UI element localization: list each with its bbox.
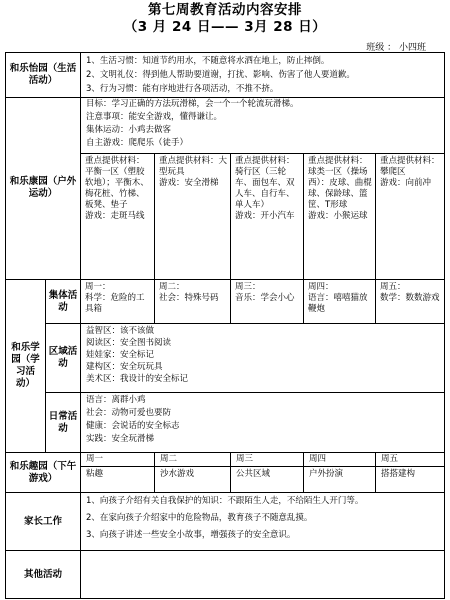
group-activity-day	[377, 281, 443, 323]
area-activity-list	[83, 325, 443, 392]
outdoor-zone-balance: 重点提供材料：平衡一区（塑胶软地）；平衡木、梅花桩、竹梯、板凳、垫子 游戏：走斑马线	[85, 156, 149, 221]
column-divider	[375, 153, 376, 279]
morning-item: 2、文明礼仪：得到他人帮助要道谢，打扰、影响、伤害了他人要道歉。	[86, 70, 355, 80]
column-divider	[303, 153, 304, 279]
afternoon-day: 周三	[236, 454, 254, 464]
table-border-bottom	[5, 598, 445, 599]
outdoor-goal: 目标：学习正确的方法玩滑梯，会一个一个轮流玩滑梯。	[86, 99, 299, 109]
day-label: 周三：	[235, 282, 261, 292]
outdoor-group-activity: 集体运动：小鸡去做客	[86, 125, 172, 135]
other-header: 其他活动	[23, 568, 62, 580]
table-border-left	[5, 52, 6, 599]
date-range: （3 月 24 日—— 3月 28 日）	[123, 19, 327, 35]
row-divider	[80, 153, 445, 154]
daily-item: 健康：会说话的安全标志	[86, 421, 180, 431]
parents-header: 家长工作	[23, 515, 62, 527]
column-divider	[375, 452, 376, 492]
morning-header: 和乐怡园（生活活动）	[9, 63, 77, 86]
activity-content: 科学：危险的工具箱	[85, 293, 145, 314]
row-divider	[80, 466, 445, 467]
morning-item: 3、行为习惯：能有序地进行各项活动，不推不挤。	[86, 84, 279, 94]
daily-item: 社会：动物可爱也要防	[86, 408, 172, 418]
daily-item: 语言：离群小鸡	[86, 395, 146, 405]
morning-content	[83, 55, 443, 97]
column-divider	[230, 153, 231, 279]
group-activity-day	[305, 281, 375, 323]
outdoor-header: 和乐康园（户外运动）	[9, 176, 77, 199]
outdoor-zone-slide: 重点提供材料：大型玩具 游戏：安全滑梯	[159, 156, 228, 188]
outdoor-goals	[83, 98, 443, 153]
table-border-right	[444, 52, 445, 599]
column-divider	[230, 452, 231, 492]
daily-activity-list	[83, 394, 443, 452]
column-divider	[154, 153, 155, 279]
afternoon-game: 粘趣	[86, 469, 104, 479]
afternoon-game: 搭搭建构	[381, 469, 416, 479]
outdoor-zone-riding: 重点提供材料：骑行区（三轮车、面包车、双人车、自行车、单人车） 游戏：开小汽车	[235, 156, 295, 221]
area-item: 阅读区：安全图书阅读	[86, 338, 172, 348]
daily-item: 实践：安全玩滑梯	[86, 434, 155, 444]
other-content	[83, 552, 443, 598]
daily-activity-header: 日常活动	[48, 410, 78, 434]
outdoor-free-activity: 自主游戏：爬爬乐（徒手）	[86, 138, 189, 148]
afternoon-day: 周四	[309, 454, 327, 464]
day-label: 周四：	[308, 282, 334, 292]
row-divider	[45, 392, 445, 393]
schedule-table	[5, 52, 445, 599]
afternoon-game: 户外扮演	[309, 469, 344, 479]
column-divider	[375, 279, 376, 323]
activity-content: 数学：数数游戏	[380, 293, 440, 303]
morning-item: 1、生活习惯：知道节约用水，不随意将水洒在地上，防止摔倒。	[86, 56, 330, 66]
table-border-top	[5, 52, 445, 53]
group-activity-header: 集体活动	[48, 289, 78, 313]
area-item: 美术区：我设计的安全标记	[86, 374, 189, 384]
day-label: 周一：	[85, 282, 111, 292]
day-label: 周二：	[159, 282, 185, 292]
outdoor-zone-ball: 重点提供材料：球类一区（操场西）：皮球、曲棍球、保龄球、篮筐、T形球 游戏：小猴运球	[308, 156, 372, 221]
page-title: 第七周教育活动内容安排	[148, 2, 302, 18]
column-divider	[154, 279, 155, 323]
group-activity-day	[232, 281, 303, 323]
column-divider	[80, 52, 81, 599]
afternoon-header: 和乐趣园（下午游戏）	[9, 460, 77, 484]
activity-content: 社会：特殊号码	[159, 293, 219, 303]
afternoon-game: 沙水游戏	[160, 469, 195, 479]
group-activity-day	[156, 281, 230, 323]
parents-item: 3、向孩子讲述一些安全小故事，增强孩子的安全意识。	[86, 530, 296, 540]
row-divider	[45, 323, 445, 324]
afternoon-day: 周二	[160, 454, 178, 464]
area-item: 娃娃家：安全标记	[86, 350, 155, 360]
activity-content: 语言：嘻嘻猫放鞭炮	[308, 293, 368, 314]
parents-item: 1、向孩子介绍有关自我保护的知识：不跟陌生人走，不给陌生人开门等。	[86, 496, 364, 506]
outdoor-zone-climb: 重点提供材料：攀爬区 游戏：向前冲	[380, 156, 440, 188]
outdoor-notes: 注意事项：能安全游戏，懂得谦让。	[86, 112, 223, 122]
column-divider	[303, 452, 304, 492]
activity-content: 音乐：学会小心	[235, 293, 295, 303]
column-divider	[230, 279, 231, 323]
class-info: 班级 ： 小四班	[366, 43, 426, 53]
afternoon-day: 周五	[381, 454, 399, 464]
column-divider	[154, 452, 155, 492]
column-divider	[303, 279, 304, 323]
area-activity-header: 区域活动	[48, 346, 78, 369]
parents-item: 2、在家向孩子介绍家中的危险物品，教育孩子不随意乱摸。	[86, 513, 313, 523]
day-label: 周五：	[380, 282, 406, 292]
area-item: 益智区：该不该做	[86, 326, 155, 336]
area-item: 建构区：安全玩玩具	[86, 362, 163, 372]
learning-header: 和乐学园（学习活动）	[11, 341, 40, 389]
parents-content	[83, 495, 443, 550]
afternoon-day: 周一	[86, 454, 104, 464]
group-activity-day	[82, 281, 154, 323]
afternoon-game: 公共区域	[236, 469, 271, 479]
